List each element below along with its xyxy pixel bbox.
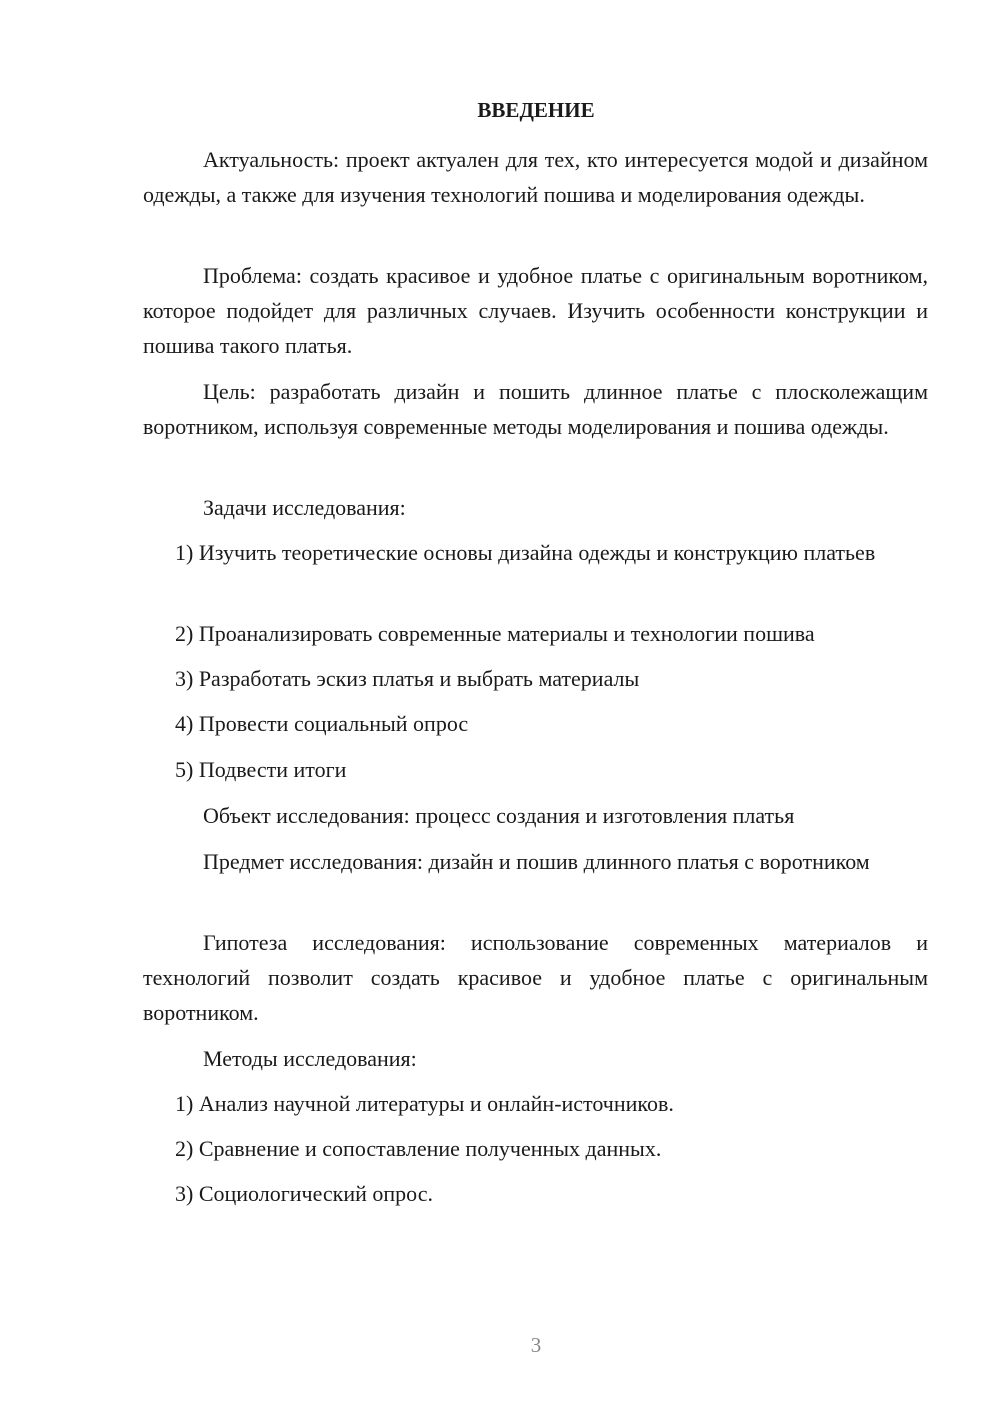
methods-heading: Методы исследования:	[203, 1046, 417, 1071]
hypothesis-paragraph: Гипотеза исследования: использование современных материалов и технологий позволит создать красивое и удобное платье с оригинальным воротником.	[143, 930, 928, 1025]
task-item-4: 4) Провести социальный опрос	[175, 711, 469, 736]
page-number: 3	[530, 1333, 542, 1357]
object-paragraph: Объект исследования: процесс создания и изготовления платья	[203, 803, 795, 828]
relevance-paragraph: Актуальность: проект актуален для тех, кто интересуется модой и дизайном одежды, а также для изучения технологий пошива и моделирования одежды.	[143, 147, 928, 207]
method-item-3: 3) Социологический опрос.	[175, 1181, 433, 1206]
task-item-3: 3) Разработать эскиз платья и выбрать материалы	[175, 666, 640, 691]
problem-paragraph: Проблема: создать красивое и удобное платье с оригинальным воротником, которое подойдет для различных случаев. Изучить особенности конструкции и пошива такого платья.	[143, 263, 928, 358]
tasks-heading: Задачи исследования:	[203, 495, 406, 520]
method-item-1: 1) Анализ научной литературы и онлайн-источников.	[175, 1091, 674, 1116]
goal-paragraph: Цель: разработать дизайн и пошить длинное платье с плосколежащим воротником, используя современные методы моделирования и пошива одежды.	[143, 379, 928, 439]
task-item-5: 5) Подвести итоги	[175, 757, 347, 782]
task-item-1: 1) Изучить теоретические основы дизайна одежды и конструкцию платьев	[175, 540, 876, 565]
method-item-2: 2) Сравнение и сопоставление полученных данных.	[175, 1136, 662, 1161]
subject-paragraph: Предмет исследования: дизайн и пошив длинного платья с воротником	[203, 849, 870, 874]
task-item-2: 2) Проанализировать современные материалы и технологии пошива	[175, 621, 815, 646]
page-title: ВВЕДЕНИЕ	[477, 98, 595, 122]
